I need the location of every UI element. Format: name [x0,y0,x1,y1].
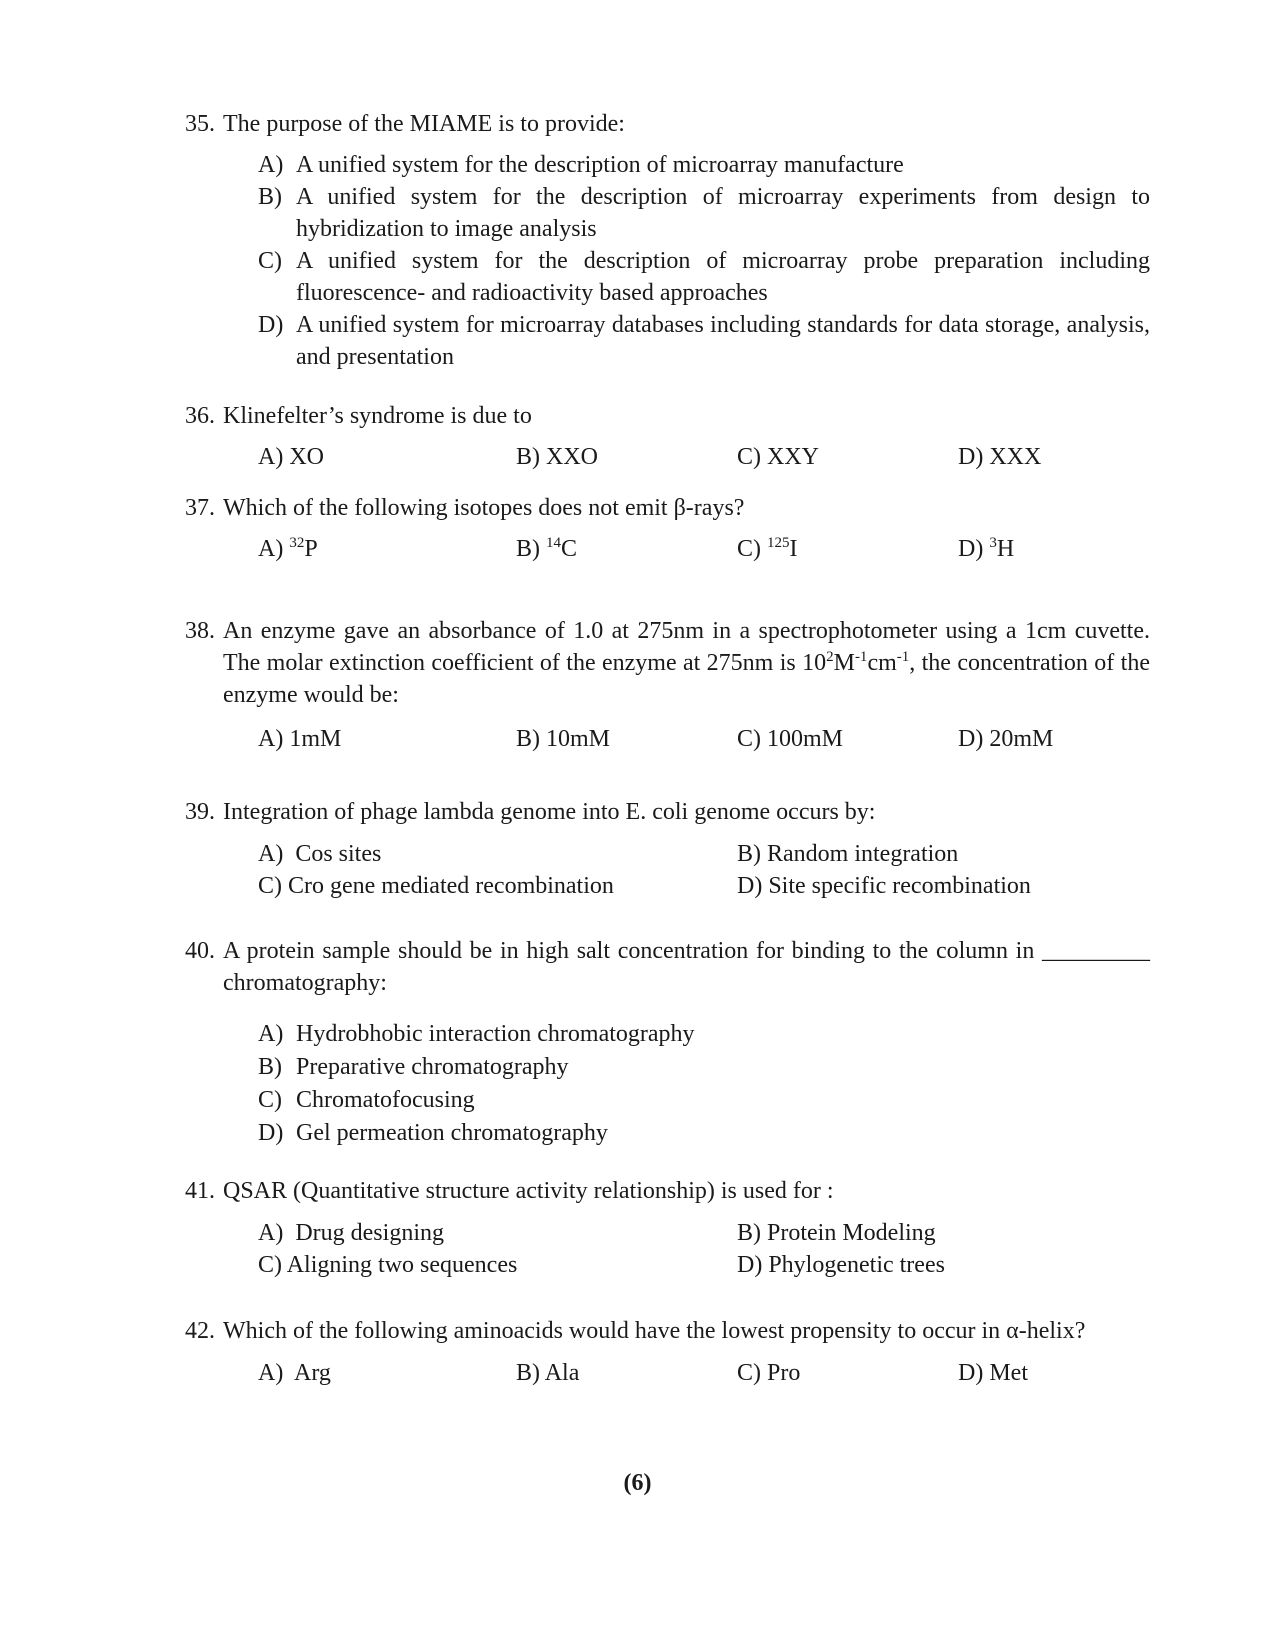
option-text: XO [289,444,324,470]
option-text: Ala [544,1360,580,1386]
option-text: Preparative chromatography [296,1054,569,1080]
question-number: 38. [185,618,215,644]
option-d [737,1249,945,1281]
option-b [258,1051,1150,1084]
option-text: Drug designing [295,1220,444,1246]
option-label: B) [737,841,761,867]
option-label: C) [737,536,761,562]
option-text: XXX [989,444,1042,470]
isotope-mass: 3 [989,535,997,551]
option-label: B) [258,1054,282,1080]
isotope-element: H [996,536,1015,562]
option-text: XXO [546,444,598,470]
option-a [258,441,324,473]
option-d [958,441,1041,473]
option-c [258,1084,1150,1117]
isotope-mass: 32 [289,535,305,551]
question-stem [185,400,1150,432]
option-text: 10mM [546,726,611,752]
option-label: A) [258,841,284,867]
superscript: 2 [826,649,834,665]
option-text: Random integration [767,841,959,867]
option-text: Gel permeation chromatography [296,1120,608,1146]
option-text: A unified system for the description of microarray experiments from design to hybridization to image analysis [296,184,1150,242]
option-label: A) [258,1021,284,1047]
isotope-element: P [304,536,318,562]
option-text: Pro [767,1360,801,1386]
option-label: B) [516,1360,540,1386]
option-text: Arg [294,1360,331,1386]
option-label: A) [258,444,284,470]
option-a [258,1217,444,1249]
question-text: Which of the following isotopes does not emit β-rays? [223,495,745,521]
option-label: C) [258,1087,282,1113]
question-stem [185,1315,1150,1347]
option-d [258,1117,1150,1150]
option-label: A) [258,152,284,178]
option-label: A) [258,1220,284,1246]
isotope-mass: 125 [767,535,790,551]
option-label: D) [958,1360,984,1386]
option-label: D) [737,1252,763,1278]
option-b [516,533,577,565]
option-label: D) [258,1120,284,1146]
page-number: (6) [623,1470,652,1496]
option-label: C) [737,444,761,470]
option-a [258,723,341,755]
option-b [737,1217,936,1249]
question-text: Integration of phage lambda genome into E. coli genome occurs by: [223,799,876,825]
option-text: 20mM [989,726,1054,752]
option-text: A unified system for the description of microarray probe preparation including fluorescence- and radioactivity based approaches [296,248,1150,306]
option-b [516,441,598,473]
question-stem [185,1175,1150,1207]
option-b [258,181,1150,245]
option-label: C) [737,726,761,752]
option-b [516,1357,579,1389]
isotope-mass: 14 [546,535,561,551]
option-c [737,1357,800,1389]
question-number: 40. [185,938,215,964]
question-text-part: , the concentration of the enzyme would be: [223,650,1150,708]
question-text: A protein sample should be in high salt concentration for binding to the column in _________ chromatography: [223,938,1150,996]
question-number: 42. [185,1318,215,1344]
option-text: A unified system for the description of microarray manufacture [296,152,904,178]
question-number: 37. [185,495,215,521]
question-number: 41. [185,1178,215,1204]
options-list [258,1018,1150,1150]
option-label: D) [737,873,763,899]
option-c [737,533,798,565]
option-text: Aligning two sequences [286,1252,518,1278]
option-label: C) [737,1360,761,1386]
option-d [737,870,1031,902]
option-label: B) [258,184,282,210]
option-text: A unified system for microarray databases including standards for data storage, analysis, and presentation [296,312,1150,370]
option-label: B) [516,536,540,562]
superscript: -1 [854,649,868,665]
option-label: D) [958,536,984,562]
option-text: Hydrobhobic interaction chromatography [296,1021,695,1047]
option-d [258,309,1150,373]
option-d [958,1357,1028,1389]
option-c [258,245,1150,309]
isotope-element: I [789,536,798,562]
question-stem [185,108,1150,140]
option-label: B) [737,1220,761,1246]
option-text: Protein Modeling [767,1220,936,1246]
question-stem [185,492,1150,524]
option-d [958,533,1014,565]
question-stem [185,935,1150,999]
option-text: Cos sites [295,841,382,867]
question-number: 39. [185,799,215,825]
option-label: A) [258,1360,284,1386]
question-text: Which of the following aminoacids would have the lowest propensity to occur in α-helix? [223,1318,1086,1344]
option-label: C) [258,873,282,899]
question-number: 36. [185,403,215,429]
option-a [258,1357,331,1389]
option-c [258,870,614,902]
isotope-element: C [561,536,578,562]
option-text: Chromatofocusing [296,1087,475,1113]
question-text: QSAR (Quantitative structure activity relationship) is used for : [223,1178,834,1204]
superscript: -1 [896,649,910,665]
question-text: Klinefelter’s syndrome is due to [223,403,532,429]
option-a [258,838,381,870]
option-label: A) [258,536,284,562]
question-text: The purpose of the MIAME is to provide: [223,111,625,137]
question-number: 35. [185,111,215,137]
question-text [223,615,1150,711]
option-label: D) [258,312,284,338]
option-a [258,1018,1150,1051]
option-label: C) [258,248,282,274]
option-text: XXY [767,444,819,470]
option-d [958,723,1053,755]
option-text: Phylogenetic trees [768,1252,945,1278]
option-label: D) [958,726,984,752]
option-label: C) [258,1252,282,1278]
option-text: 100mM [767,726,844,752]
options-list [258,149,1150,373]
option-c [737,441,819,473]
option-label: B) [516,726,540,752]
option-text: Met [989,1360,1028,1386]
question-stem [185,796,1150,828]
option-text: 1mM [289,726,342,752]
question-text-part: An enzyme gave an absorbance of 1.0 at 275nm in a spectrophotometer using a 1cm cuvette. The molar extinction coefficient of the enzyme at 275nm is 10 [223,618,1150,676]
option-label: B) [516,444,540,470]
option-text: Site specific recombination [768,873,1031,899]
option-a [258,149,1150,181]
question-stem [185,615,1150,711]
option-label: D) [958,444,984,470]
option-b [737,838,958,870]
option-text: Cro gene mediated recombination [288,873,614,899]
option-label: A) [258,726,284,752]
option-a [258,533,318,565]
question-text-part: M [833,650,855,676]
question-text-part: cm [867,650,897,676]
option-c [258,1249,517,1281]
option-b [516,723,610,755]
option-c [737,723,843,755]
